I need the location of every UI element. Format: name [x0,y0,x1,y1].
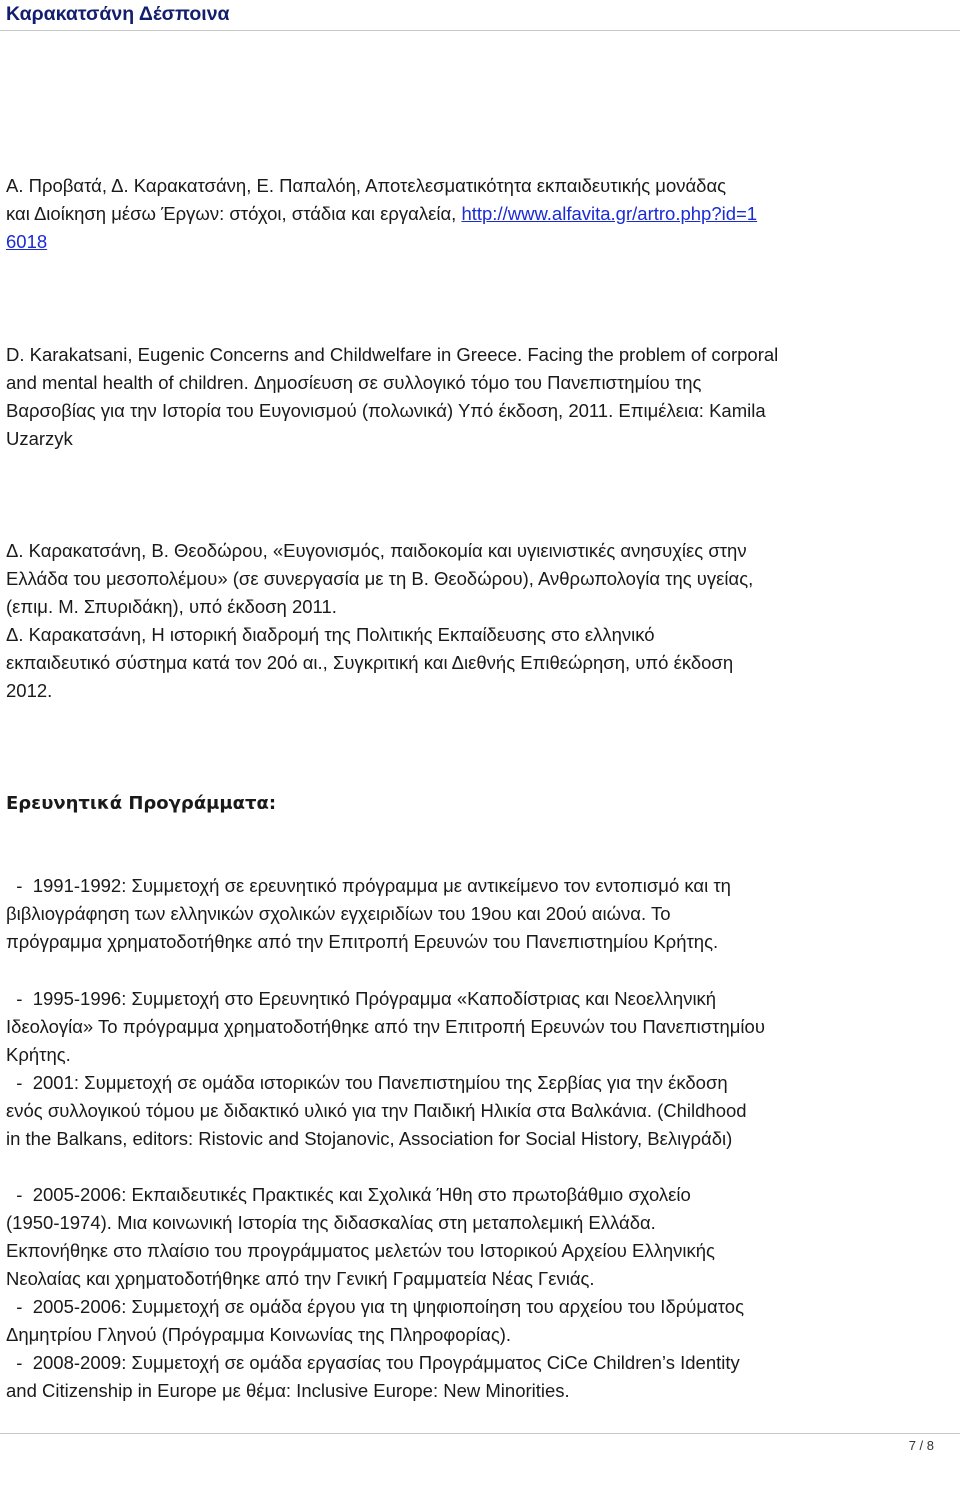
alfavita-link-continued[interactable]: 6018 [6,231,48,252]
text-line: Δημητρίου Γληνού (Πρόγραμμα Κοινωνίας της Πληροφορίας). [6,1324,512,1345]
text-line: ενός συλλογικού τόμου με διδακτικό υλικό για την Παιδική Ηλικία στα Βαλκάνια. (Childhood [6,1100,747,1121]
page-number: 7 / 8 [908,1438,934,1453]
text-line: (επιμ. Μ. Σπυριδάκη), υπό έκδοση 2011. [6,596,337,617]
research-items-2005-2009 [6,1181,954,1405]
research-item-1991 [6,872,954,956]
text-line: - 1995-1996: Συμμετοχή στο Ερευνητικό Πρόγραμμα «Καποδίστριας και Νεοελληνική [6,988,717,1009]
research-items-1995-2001 [6,985,954,1153]
publication-eugenic-concerns [6,341,954,453]
text-line: in the Balkans, editors: Ristovic and Stojanovic, Association for Social History, Βελιγράδι) [6,1128,733,1149]
text-line: Βαρσοβίας για την Ιστορία του Ευγονισμού (πολωνικά) Υπό έκδοση, 2011. Επιμέλεια: Kamila [6,400,766,421]
footer-divider [0,1433,960,1434]
text-line: βιβλιογράφηση των ελληνικών σχολικών εγχειριδίων του 19ου και 20ού αιώνα. Το [6,903,671,924]
text-line: Α. Προβατά, Δ. Καρακατσάνη, Ε. Παπαλόη, Αποτελεσματικότητα εκπαιδευτικής μονάδας [6,175,727,196]
text-line [6,200,954,228]
text-line: Εκπονήθηκε στο πλαίσιο του προγράμματος μελετών του Ιστορικού Αρχείου Ελληνικής [6,1240,715,1261]
text-line: - 2001: Συμμετοχή σε ομάδα ιστορικών του Πανεπιστημίου της Σερβίας για την έκδοση [6,1072,728,1093]
text-line: Κρήτης. [6,1044,71,1065]
text-line [6,228,954,256]
text-line: - 1991-1992: Συμμετοχή σε ερευνητικό πρόγραμμα με αντικείμενο τον εντοπισμό και τη [6,875,731,896]
text-line: Uzarzyk [6,428,73,449]
publication-provata [6,172,954,256]
text-line: πρόγραμμα χρηματοδοτήθηκε από την Επιτροπή Ερευνών του Πανεπιστημίου Κρήτης. [6,931,719,952]
text-line: Ελλάδα του μεσοπολέμου» (σε συνεργασία με τη Β. Θεοδώρου), Ανθρωπολογία της υγείας, [6,568,754,589]
text-line: Νεολαίας και χρηματοδοτήθηκε από την Γενική Γραμματεία Νέας Γενιάς. [6,1268,595,1289]
page-header [0,0,960,31]
text-line: Δ. Καρακατσάνη, Β. Θεοδώρου, «Ευγονισμός, παιδοκομία και υγιεινιστικές ανησυχίες στην [6,540,747,561]
text-line: Ιδεολογία» Το πρόγραμμα χρηματοδοτήθηκε από την Επιτροπή Ερευνών του Πανεπιστημίου [6,1016,765,1037]
text-line: 2012. [6,680,53,701]
text-line: - 2005-2006: Συμμετοχή σε ομάδα έργου για τη ψηφιοποίηση του αρχείου του Ιδρύματος [6,1296,744,1317]
text-line: and mental health of children. Δημοσίευση σε συλλογικό τόμο του Πανεπιστημίου της [6,372,702,393]
text-line: and Citizenship in Europe με θέμα: Inclusive Europe: New Minorities. [6,1380,570,1401]
text-segment: και Διοίκηση μέσω Έργων: στόχοι, στάδια και εργαλεία, [6,203,462,224]
text-line: D. Karakatsani, Eugenic Concerns and Childwelfare in Greece. Facing the problem of corporal [6,344,779,365]
text-line: - 2005-2006: Εκπαιδευτικές Πρακτικές και Σχολικά Ήθη στο πρωτοβάθμιο σχολείο [6,1184,691,1205]
alfavita-link[interactable]: http://www.alfavita.gr/artro.php?id=1 [461,203,758,224]
publication-eugenics-greece [6,537,954,705]
text-line: - 2008-2009: Συμμετοχή σε ομάδα εργασίας του Προγράμματος CiCe Children’s Identity [6,1352,740,1373]
text-line: Δ. Καρακατσάνη, Η ιστορική διαδρομή της Πολιτικής Εκπαίδευσης στο ελληνικό [6,624,655,645]
text-line: εκπαιδευτικό σύστημα κατά τον 20ό αι., Συγκριτική και Διεθνής Επιθεώρηση, υπό έκδοση [6,652,734,673]
page-title: Καρακατσάνη Δέσποινα [6,3,230,25]
text-line: (1950-1974). Μια κοινωνική Ιστορία της διδασκαλίας στη μεταπολεμική Ελλάδα. [6,1212,656,1233]
research-programs-heading: Ερευνητικά Προγράμματα: [6,793,277,814]
